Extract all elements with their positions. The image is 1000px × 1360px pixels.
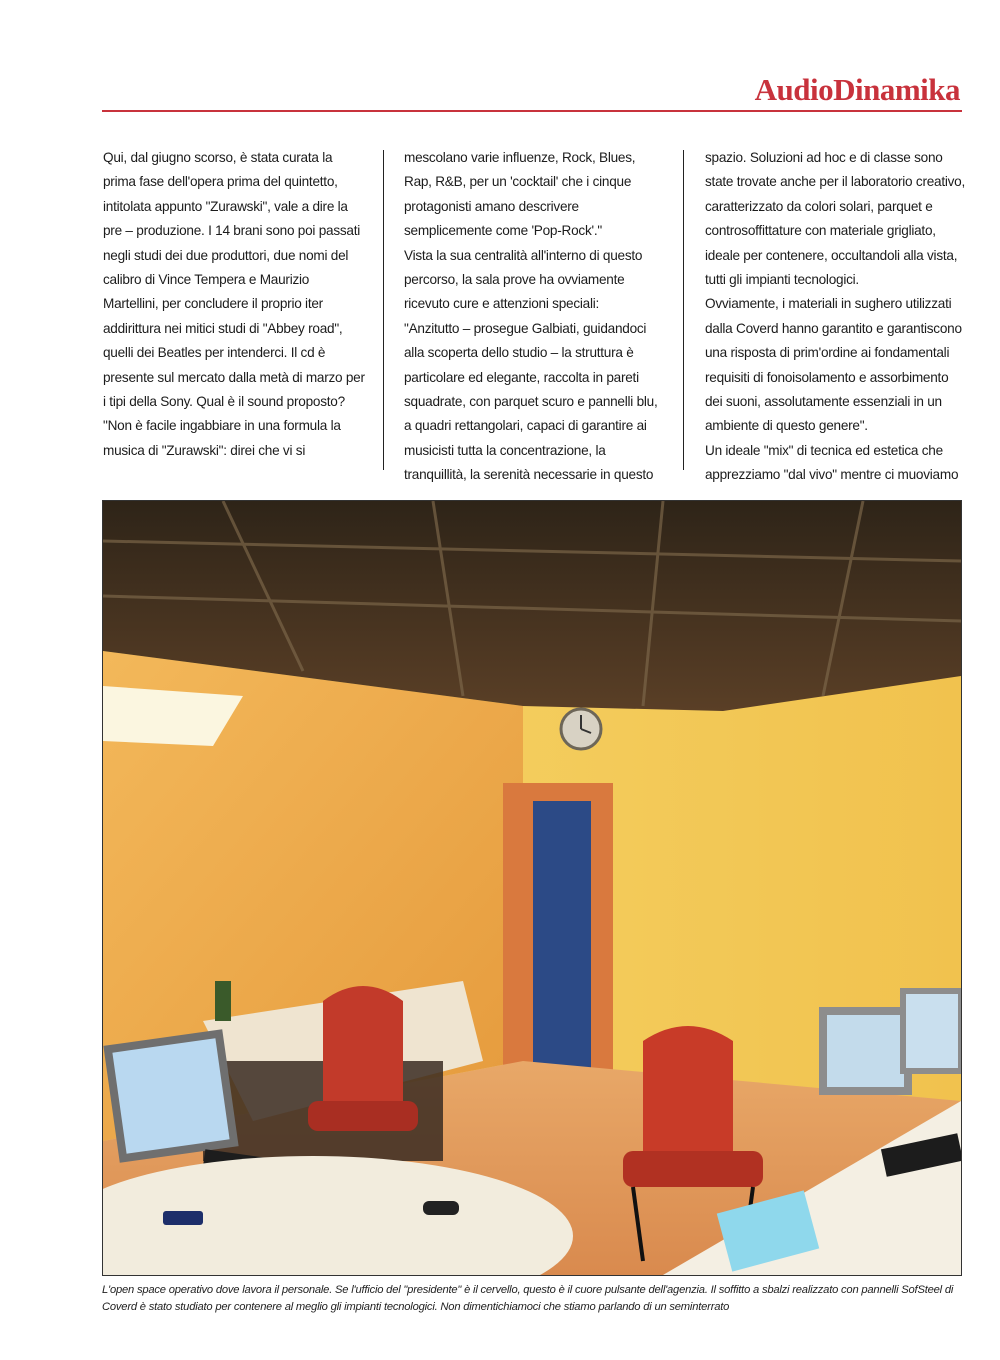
paragraph: Un ideale "mix" di tecnica ed estetica che apprezziamo "dal vivo" mentre ci muoviamo [705, 442, 959, 483]
office-photo [102, 500, 962, 1276]
photo-caption: L'open space operativo dove lavora il personale. Se l'ufficio del "presidente" è il cervello, questo è il cuore pulsante dell'agenzia. Il soffitto a sbalzi realizzato con pannelli SofSteel di Coverd è stato studiato per contenere al meglio gli impianti tecnologici. Non dimentichiamoci che stiamo parlando di un seminterrato [102, 1284, 954, 1313]
article-column-1 [103, 146, 365, 463]
magazine-brand: AudioDinamika [754, 72, 960, 107]
header-rule [102, 110, 962, 112]
paragraph: Vista la sua centralità all'interno di questo percorso, la sala prove ha ovviamente ricevuto cure e attenzioni speciali: [404, 247, 643, 312]
paragraph: Ovviamente, i materiali in sughero utilizzati dalla Coverd hanno garantito e garantiscono una risposta di prim'ordine ai fondamentali requisiti di fonoisolamento e assorbimento dei suoni, assolutamente essenziali in un ambiente di questo genere". [705, 296, 962, 434]
column-divider [683, 150, 684, 470]
paragraph: "Non è facile ingabbiare in una formula la musica di "Zurawski": direi che vi si [103, 418, 341, 458]
column-divider [383, 150, 384, 470]
paragraph: "Anzitutto – prosegue Galbiati, guidandoci alla scoperta dello studio – la struttura è particolare ed elegante, raccolta in pareti squadrate, con parquet scuro e pannelli blu, a quadri rettangolari, capaci di garantire ai musicisti tutta la concentrazione, la tranquillità, la serenità necessarie in questo [404, 320, 658, 483]
article-column-3 [705, 146, 967, 488]
article-column-2 [404, 146, 666, 488]
paragraph: mescolano varie influenze, Rock, Blues, Rap, R&B, per un 'cocktail' che i cinque protagonisti amano descrivere semplicemente come 'Pop-Rock'." [404, 150, 636, 239]
paragraph: Qui, dal giugno scorso, è stata curata la prima fase dell'opera prima del quintetto, intitolata appunto "Zurawski", vale a dire la pre – produzione. I 14 brani sono poi passati negli studi dei due produttori, due nomi del calibro di Vince Tempera e Maurizio Martellini, per concludere il proprio iter addirittura nei mitici studi di "Abbey road", quelli dei Beatles per intenderci. Il cd è presente sul mercato dalla metà di marzo per i tipi della Sony. Qual è il sound proposto? [103, 150, 365, 410]
paragraph: spazio. Soluzioni ad hoc e di classe sono state trovate anche per il laboratorio creativo, caratterizzato da colori solari, parquet e controsoffittature con materiale grigliato, ideale per contenere, occultandoli alla vista, tutti gli impianti tecnologici. [705, 150, 966, 288]
